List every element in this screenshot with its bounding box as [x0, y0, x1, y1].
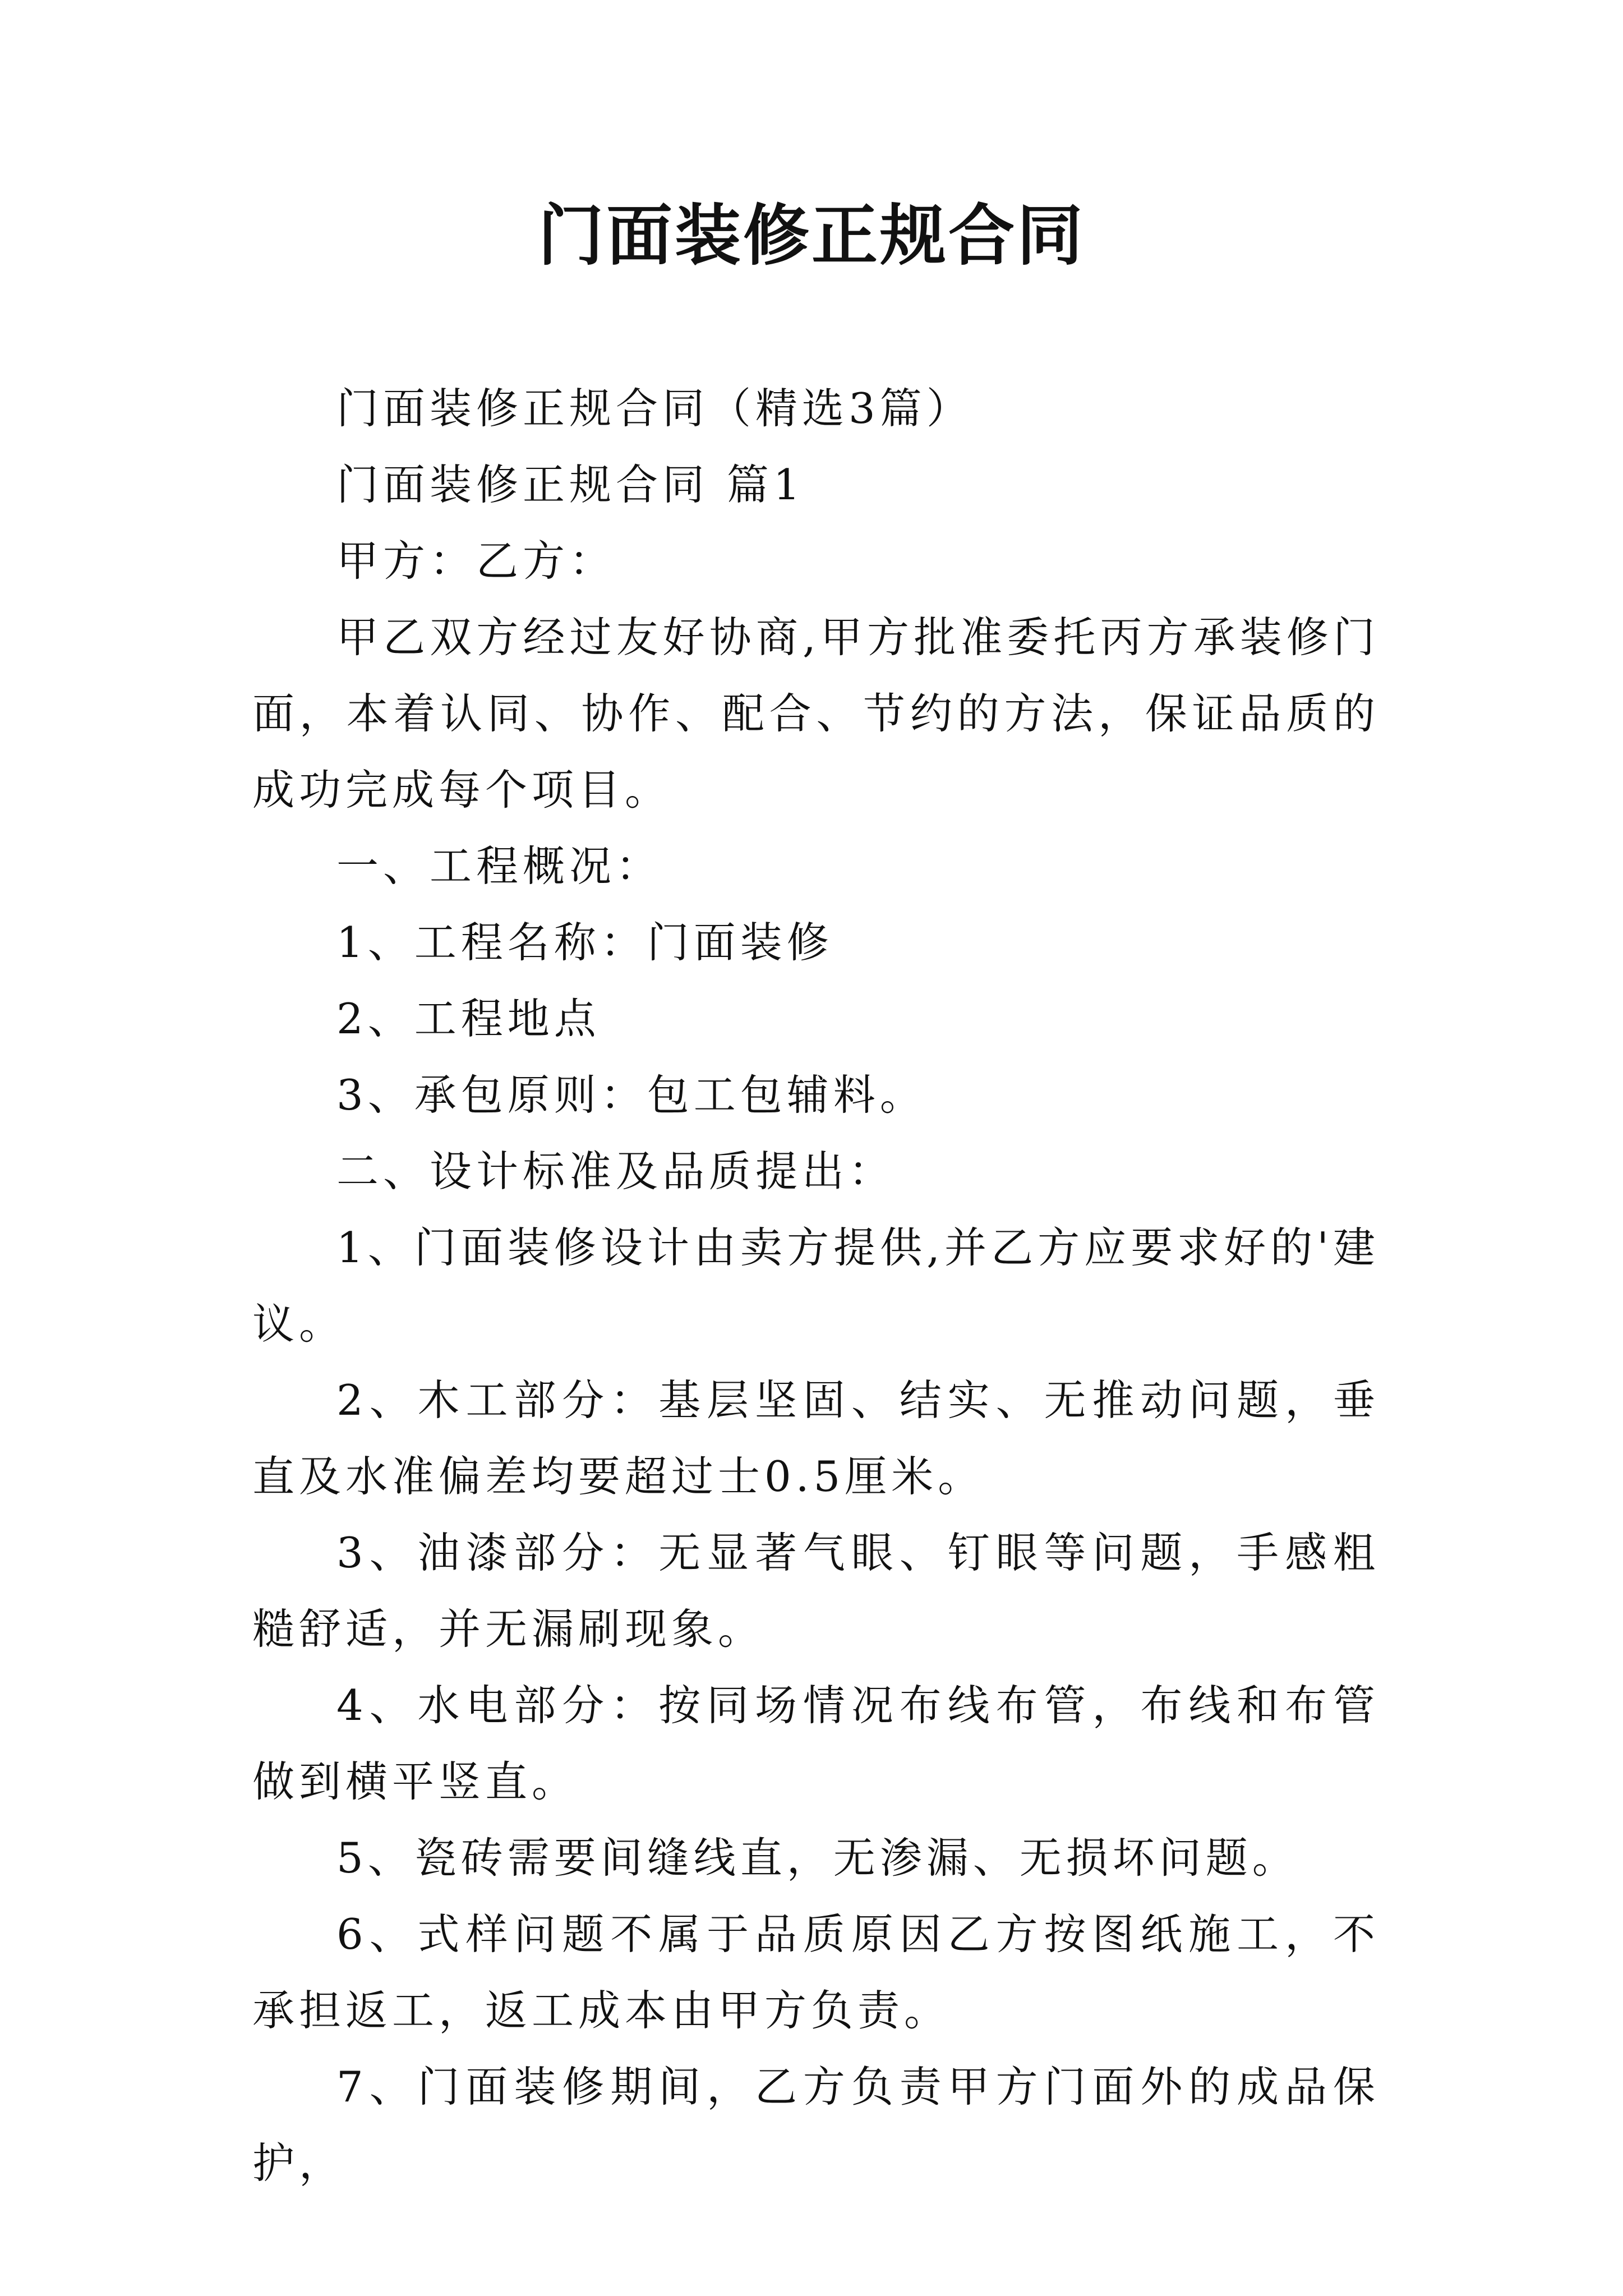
paragraph: 7、门面装修期间，乙方负责甲方门面外的成品保护， [252, 2062, 1380, 2188]
paragraph: 2、木工部分：基层坚固、结实、无推动问题，垂直及水准偏差均要超过士0.5厘米。 [252, 1375, 1380, 1501]
paragraph: 二、设计标准及品质提出： [336, 1147, 896, 1196]
paragraph: 6、式样问题不属于品质原因乙方按图纸施工，不承担返工，返工成本由甲方负责。 [252, 1910, 1380, 2035]
paragraph: 甲方：乙方： [336, 536, 616, 586]
paragraph: 甲乙双方经过友好协商,甲方批准委托丙方承装修门面，本着认同、协作、配合、节约的方法，保证品质的成功完成每个项目。 [252, 613, 1380, 815]
paragraph: 2、工程地点 [336, 994, 601, 1043]
paragraph: 3、油漆部分：无显著气眼、钉眼等问题，手感粗糙舒适，并无漏刷现象。 [252, 1528, 1380, 1654]
paragraph: 一、工程概况： [336, 841, 663, 891]
paragraph: 1、门面装修设计由卖方提供,并乙方应要求好的'建议。 [252, 1223, 1380, 1349]
paragraph: 门面装修正规合同 篇1 [336, 460, 805, 509]
paragraph: 5、瓷砖需要间缝线直，无渗漏、无损坏问题。 [336, 1833, 1299, 1883]
paragraph: 3、承包原则：包工包辅料。 [336, 1070, 926, 1120]
paragraph: 门面装修正规合同（精选3篇） [336, 384, 973, 433]
document-title: 门面装修正规合同 [537, 196, 1085, 274]
paragraph: 1、工程名称：门面装修 [336, 918, 833, 967]
paragraph: 4、水电部分：按同场情况布线布管，布线和布管做到横平竖直。 [252, 1681, 1380, 1806]
document-body [252, 370, 1380, 2201]
